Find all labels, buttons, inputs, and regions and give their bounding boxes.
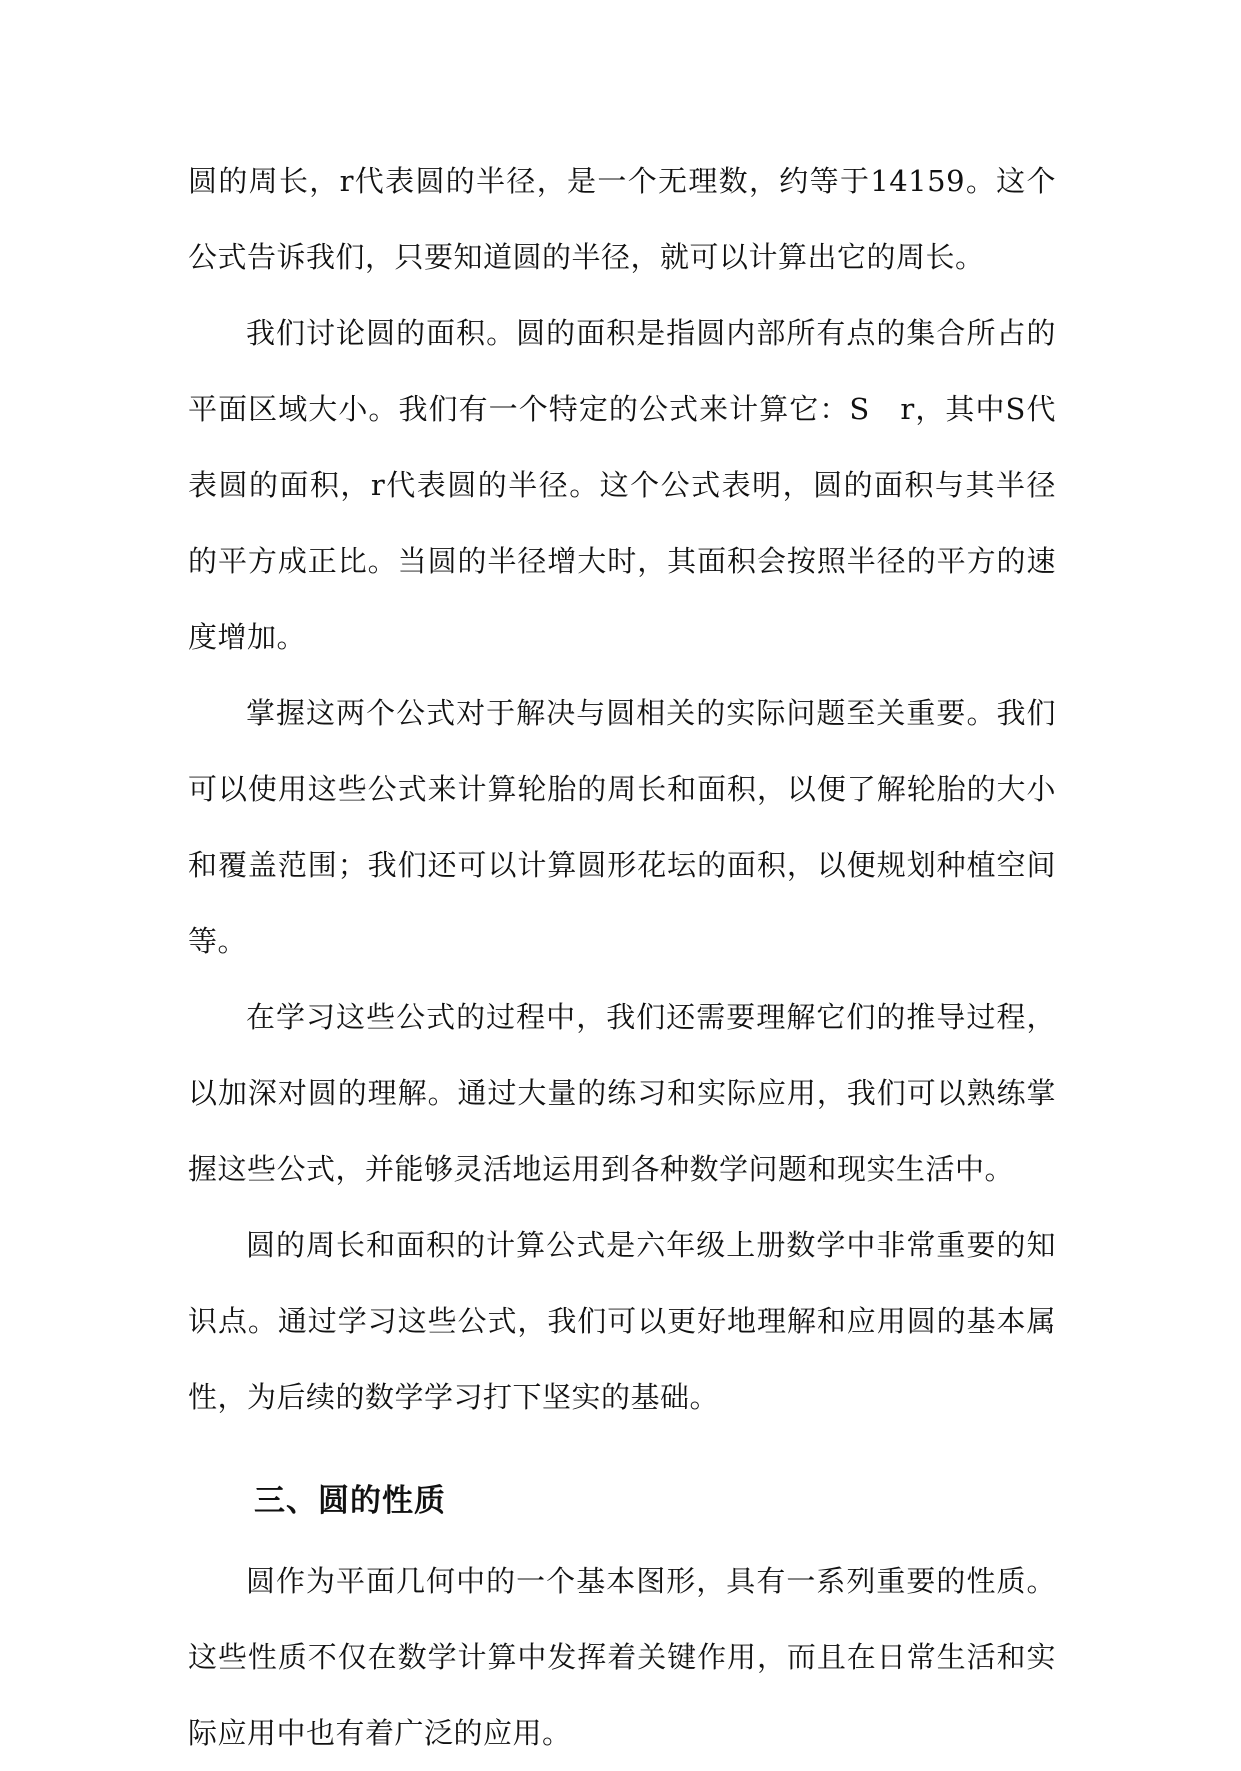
paragraph-4: 在学习这些公式的过程中，我们还需要理解它们的推导过程，以加深对圆的理解。通过大量的练习和实际应用，我们可以熟练掌握这些公式，并能够灵活地运用到各种数学问题和现实生活中。 bbox=[188, 1000, 1056, 1186]
paragraph-3: 掌握这两个公式对于解决与圆相关的实际问题至关重要。我们可以使用这些公式来计算轮胎的周长和面积，以便了解轮胎的大小和覆盖范围；我们还可以计算圆形花坛的面积，以便规划种植空间等。 bbox=[188, 696, 1056, 958]
paragraph-2: 我们讨论圆的面积。圆的面积是指圆内部所有点的集合所占的平面区域大小。我们有一个特定的公式来计算它：S r，其中S代表圆的面积，r代表圆的半径。这个公式表明，圆的面积与其半径的平方成正比。当圆的半径增大时，其面积会按照半径的平方的速度增加。 bbox=[188, 316, 1056, 654]
section-heading: 三、圆的性质 bbox=[254, 1483, 446, 1519]
document-body bbox=[188, 143, 1056, 1771]
paragraph-1: 圆的周长，r代表圆的半径，是一个无理数，约等于14159。这个公式告诉我们，只要知道圆的半径，就可以计算出它的周长。 bbox=[188, 164, 1056, 274]
paragraph-5: 圆的周长和面积的计算公式是六年级上册数学中非常重要的知识点。通过学习这些公式，我们可以更好地理解和应用圆的基本属性，为后续的数学学习打下坚实的基础。 bbox=[188, 1228, 1056, 1414]
paragraph-6: 圆作为平面几何中的一个基本图形，具有一系列重要的性质。这些性质不仅在数学计算中发挥着关键作用，而且在日常生活和实际应用中也有着广泛的应用。 bbox=[188, 1564, 1056, 1750]
